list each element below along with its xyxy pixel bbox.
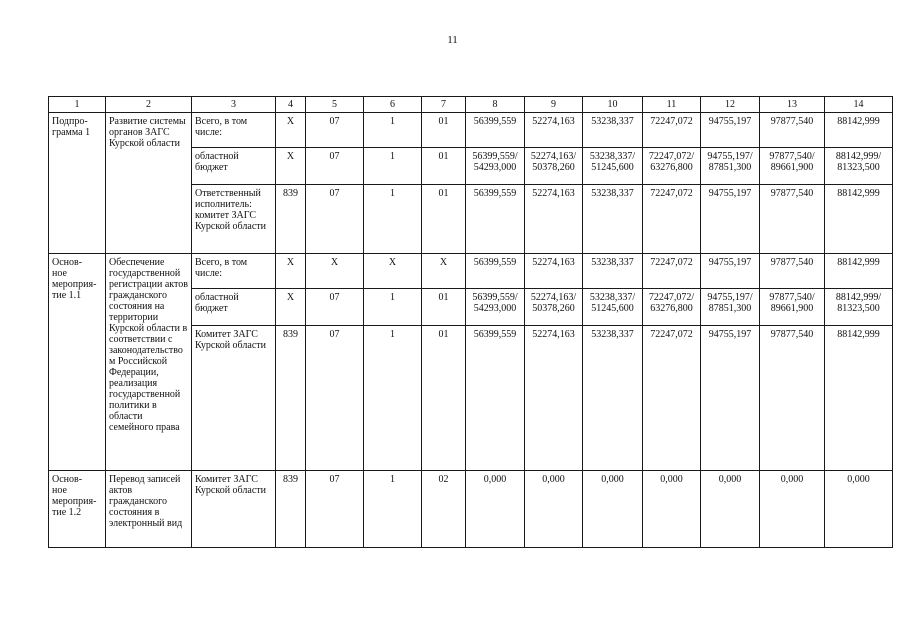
year-value-cell: 72247,072 [643,185,701,254]
header-row [49,97,893,113]
col-header: 2 [106,97,192,113]
target-code-cell: 01 [422,113,466,148]
year-value-cell: 56399,559/ 54293,000 [466,289,525,326]
grbs-code-cell: Х [276,113,306,148]
subsection-code-cell: 1 [364,185,422,254]
year-value-cell: 56399,559 [466,254,525,289]
target-code-cell: 01 [422,148,466,185]
year-value-cell: 53238,337 [583,185,643,254]
year-value-cell: 52274,163 [525,326,583,471]
col-header: 8 [466,97,525,113]
col-header: 10 [583,97,643,113]
col-header: 12 [701,97,760,113]
program-title-cell: Развитие системы органов ЗАГС Курской области [106,113,192,254]
year-value-cell: 94755,197 [701,326,760,471]
year-value-cell: 0,000 [583,471,643,548]
page-number: 11 [447,34,458,46]
year-value-cell: 52274,163 [525,185,583,254]
target-code-cell: 01 [422,289,466,326]
grbs-code-cell: Х [276,254,306,289]
year-value-cell: 53238,337 [583,254,643,289]
year-value-cell: 53238,337/ 51245,600 [583,148,643,185]
funding-source-cell: областной бюджет [192,289,276,326]
year-value-cell: 56399,559 [466,113,525,148]
year-value-cell: 72247,072 [643,113,701,148]
target-code-cell: 01 [422,326,466,471]
year-value-cell: 94755,197 [701,113,760,148]
year-value-cell: 97877,540 [760,254,825,289]
year-value-cell: 72247,072/ 63276,800 [643,289,701,326]
funding-source-cell: Всего, в том числе: [192,254,276,289]
subsection-code-cell: 1 [364,148,422,185]
year-value-cell: 94755,197 [701,185,760,254]
funding-source-cell: областной бюджет [192,148,276,185]
year-value-cell: 56399,559/ 54293,000 [466,148,525,185]
col-header: 1 [49,97,106,113]
year-value-cell: 56399,559 [466,326,525,471]
col-header: 5 [306,97,364,113]
year-value-cell: 94755,197/ 87851,300 [701,148,760,185]
year-value-cell: 88142,999 [825,254,893,289]
target-code-cell: 01 [422,185,466,254]
section-code-cell: 07 [306,113,364,148]
year-value-cell: 88142,999 [825,326,893,471]
year-value-cell: 52274,163 [525,254,583,289]
year-value-cell: 88142,999/ 81323,500 [825,289,893,326]
program-title-cell: Обеспечение государственной регистрации актов гражданского состояния на территории Курской области в соответствии с законодательство м Российской Федерации, реализация государственной политики в области семейного права [106,254,192,471]
subsection-code-cell: Х [364,254,422,289]
target-code-cell: Х [422,254,466,289]
section-code-cell: 07 [306,326,364,471]
table-row [49,471,893,548]
year-value-cell: 88142,999 [825,185,893,254]
year-value-cell: 97877,540/ 89661,900 [760,148,825,185]
subsection-code-cell: 1 [364,471,422,548]
section-code-cell: 07 [306,148,364,185]
year-value-cell: 72247,072/ 63276,800 [643,148,701,185]
year-value-cell: 97877,540 [760,113,825,148]
year-value-cell: 0,000 [701,471,760,548]
col-header: 11 [643,97,701,113]
funding-source-cell: Комитет ЗАГС Курской области [192,326,276,471]
year-value-cell: 88142,999/ 81323,500 [825,148,893,185]
funding-source-cell: Ответственный исполнитель: комитет ЗАГС Курской области [192,185,276,254]
col-header: 4 [276,97,306,113]
section-code-cell: 07 [306,185,364,254]
program-name-cell: Подпро- грамма 1 [49,113,106,254]
col-header: 3 [192,97,276,113]
year-value-cell: 97877,540 [760,185,825,254]
table-row [49,254,893,289]
subsection-code-cell: 1 [364,113,422,148]
section-code-cell: Х [306,254,364,289]
funding-source-cell: Всего, в том числе: [192,113,276,148]
program-name-cell: Основ- ное мероприя- тие 1.2 [49,471,106,548]
year-value-cell: 72247,072 [643,254,701,289]
col-header: 13 [760,97,825,113]
section-code-cell: 07 [306,471,364,548]
year-value-cell: 97877,540/ 89661,900 [760,289,825,326]
target-code-cell: 02 [422,471,466,548]
budget-table [48,96,893,548]
grbs-code-cell: 839 [276,471,306,548]
year-value-cell: 0,000 [760,471,825,548]
col-header: 14 [825,97,893,113]
col-header: 6 [364,97,422,113]
year-value-cell: 0,000 [825,471,893,548]
year-value-cell: 52274,163/ 50378,260 [525,289,583,326]
table-body [49,113,893,548]
section-code-cell: 07 [306,289,364,326]
year-value-cell: 53238,337 [583,113,643,148]
year-value-cell: 0,000 [466,471,525,548]
year-value-cell: 0,000 [525,471,583,548]
table-row [49,113,893,148]
year-value-cell: 94755,197/ 87851,300 [701,289,760,326]
year-value-cell: 94755,197 [701,254,760,289]
col-header: 9 [525,97,583,113]
year-value-cell: 88142,999 [825,113,893,148]
grbs-code-cell: 839 [276,185,306,254]
grbs-code-cell: 839 [276,326,306,471]
year-value-cell: 97877,540 [760,326,825,471]
year-value-cell: 53238,337/ 51245,600 [583,289,643,326]
grbs-code-cell: Х [276,289,306,326]
funding-source-cell: Комитет ЗАГС Курской области [192,471,276,548]
year-value-cell: 53238,337 [583,326,643,471]
year-value-cell: 52274,163 [525,113,583,148]
year-value-cell: 52274,163/ 50378,260 [525,148,583,185]
subsection-code-cell: 1 [364,289,422,326]
col-header: 7 [422,97,466,113]
year-value-cell: 56399,559 [466,185,525,254]
grbs-code-cell: Х [276,148,306,185]
year-value-cell: 0,000 [643,471,701,548]
subsection-code-cell: 1 [364,326,422,471]
year-value-cell: 72247,072 [643,326,701,471]
program-name-cell: Основ- ное мероприя- тие 1.1 [49,254,106,471]
program-title-cell: Перевод записей актов гражданского состояния в электронный вид [106,471,192,548]
